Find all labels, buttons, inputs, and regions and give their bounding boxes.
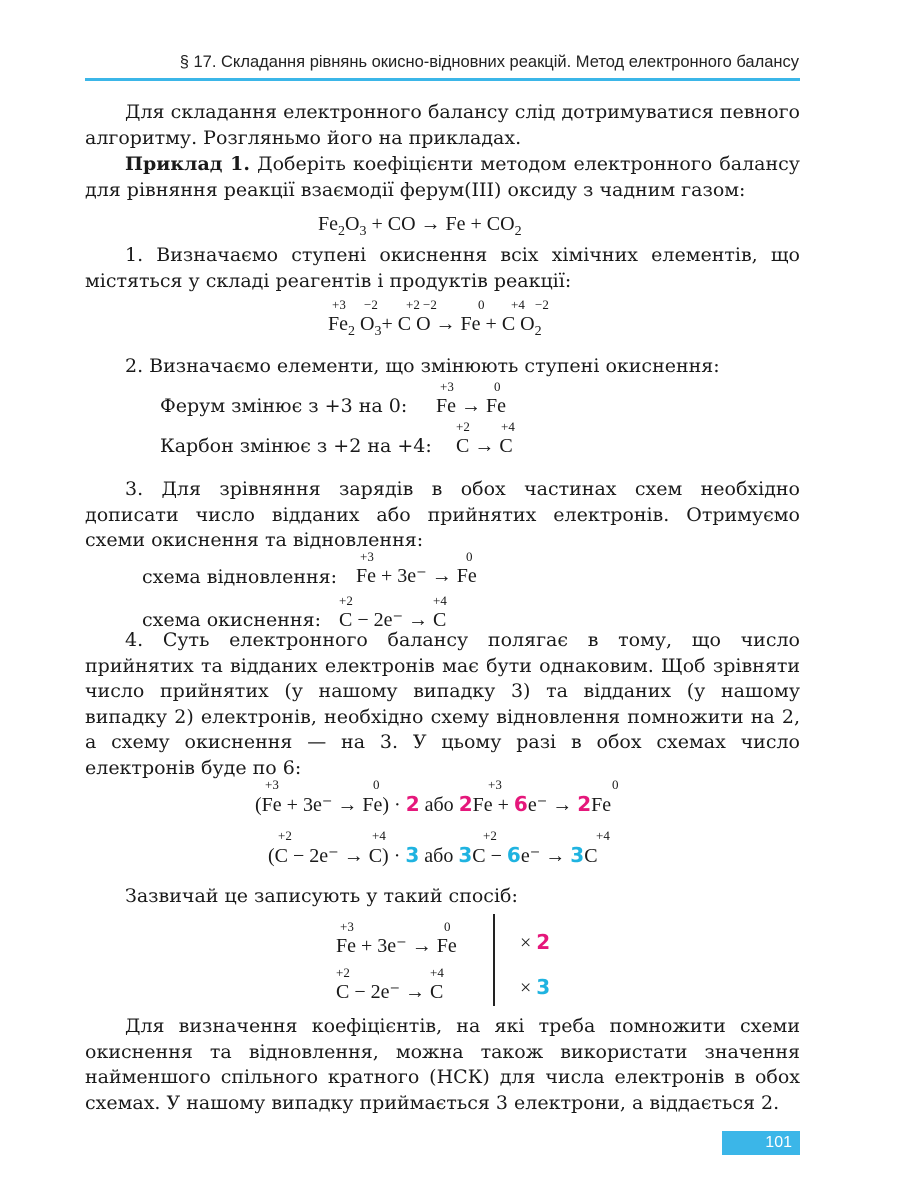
header-divider xyxy=(85,78,800,81)
page-number: 101 xyxy=(722,1131,800,1155)
example-label: Приклад 1. xyxy=(125,153,250,175)
oxidation-formula: +2 +4 C − 2e⁻ → C xyxy=(339,593,447,631)
example-text: Доберіть коефіцієнти методом електронного балансу для рівняння реакції взаємодії ферум(III) оксиду з чадним газом: xyxy=(85,153,800,201)
multiplied-reduction: +3 0 +3 0 (Fe + 3e⁻ → Fe) · 2 або 2Fe + 6e⁻ → 2Fe xyxy=(255,777,619,816)
page-header-title: § 17. Складання рівнянь окисно-відновних реакцій. Метод електронного балансу xyxy=(179,53,799,71)
step1-paragraph: 1. Визначаємо ступені окиснення всіх хімічних елементів, що містяться у складі реагентів і продуктів реакції: xyxy=(85,244,800,292)
example-paragraph xyxy=(85,152,800,203)
balance-divider xyxy=(493,914,495,1006)
intro-paragraph: Для складання електронного балансу слід дотримуватися певного алгоритму. Розгляньмо його на прикладах. xyxy=(85,101,800,149)
usual-paragraph: Зазвичай це записують у такий спосіб: xyxy=(125,885,518,907)
c-change-formula: +2 +4 C → C xyxy=(456,419,515,457)
oxidation-states-equation: +3 −2 +2 −2 0 +4 −2 $Fe_2$ $O_3+ C$ O → Fe + C $O_2$ xyxy=(328,297,549,339)
fe-change-formula: +3 0 Fe → Fe xyxy=(436,379,506,417)
table-reduction-formula: +3 0 Fe + 3e⁻ → Fe xyxy=(336,919,457,957)
main-equation: $Fe_2O_3$ + CO → $Fe + CO_2$ xyxy=(318,213,522,239)
c-change-label: Карбон змінює з +2 на +4: xyxy=(160,435,432,457)
step2-paragraph: 2. Визначаємо елементи, що змінюють ступені окиснення: xyxy=(125,355,720,377)
fe-change-label: Ферум змінює з +3 на 0: xyxy=(160,395,408,417)
oxidation-label: схема окиснення: xyxy=(142,609,321,631)
reduction-formula: +3 0 Fe + 3e⁻ → Fe xyxy=(356,549,477,587)
table-multiplier-1: × 2 xyxy=(520,930,551,954)
final-paragraph: Для визначення коефіцієнтів, на які треба помножити схеми окиснення та відновлення, можна також використати значення найменшого спільного кратного (НСК) для числа електронів в обох схемах. У нашому випадку приймається 3 електрони, а віддається 2. xyxy=(85,1015,800,1114)
multiplied-oxidation: +2 +4 +2 +4 (C − 2e⁻ → C) · 3 або 3C − 6e⁻ → 3C xyxy=(268,828,610,867)
step4-paragraph: 4. Суть електронного балансу полягає в тому, що число прийнятих та відданих електронів має бути однаковим. Щоб зрівняти число прийнятих (у нашому випадку 3) та відданих (у нашому випадку 2) електронів, необхідно схему відновлення помножити на 2, а схему окиснення — на 3. У цьому разі в обох схемах число електронів буде по 6: xyxy=(85,629,800,779)
table-oxidation-formula: +2 +4 C − 2e⁻ → C xyxy=(336,965,444,1003)
reduction-label: схема відновлення: xyxy=(142,566,338,588)
step3-paragraph: 3. Для зрівняння зарядів в обох частинах схем необхідно дописати число відданих або прийнятих електронів. Отримуємо схеми окиснення та відновлення: xyxy=(85,478,800,551)
table-multiplier-2: × 3 xyxy=(520,975,551,999)
